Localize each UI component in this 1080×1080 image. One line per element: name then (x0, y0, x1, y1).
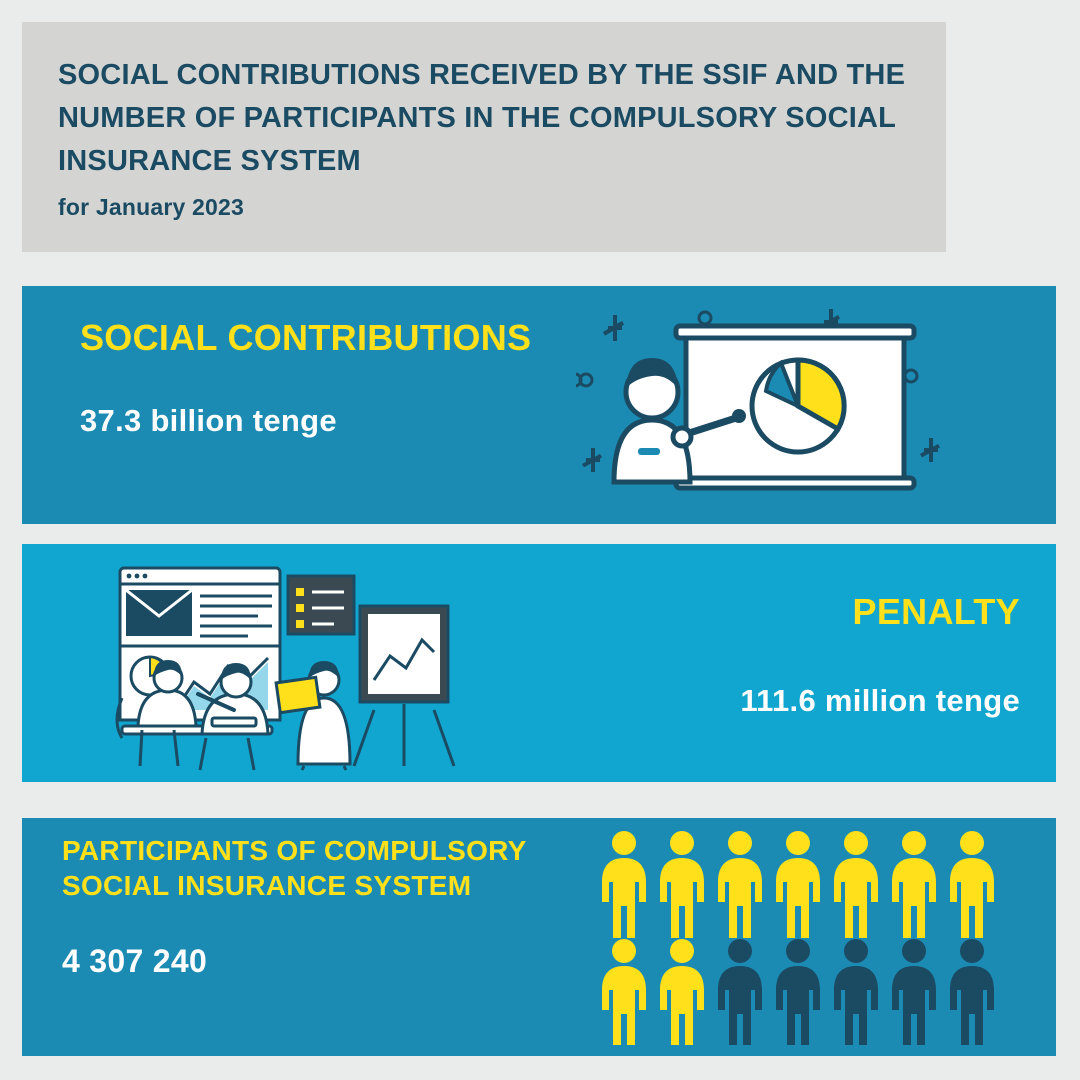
stat-label: PENALTY (852, 591, 1020, 632)
people-pictogram-icon (602, 830, 1022, 1045)
stat-card-social-contributions (22, 286, 1056, 524)
page-title: SOCIAL CONTRIBUTIONS RECEIVED BY THE SSIF AND THE NUMBER OF PARTICIPANTS IN THE COMPULSORY SOCIAL INSURANCE SYSTEM (58, 59, 906, 178)
page-subtitle: for January 2023 (58, 193, 245, 220)
stat-value: 4 307 240 (62, 943, 208, 980)
stat-text-block (62, 834, 602, 980)
team-meeting-with-charts-icon (82, 558, 482, 778)
stat-text-block (500, 590, 1020, 719)
stat-label: SOCIAL CONTRIBUTIONS (80, 317, 532, 358)
stat-card-penalty (22, 544, 1056, 782)
stat-value: 111.6 million tenge (740, 682, 1020, 718)
stat-text-block (80, 316, 560, 439)
stat-card-participants (22, 818, 1056, 1056)
header-panel (22, 22, 946, 252)
stat-value: 37.3 billion tenge (80, 402, 337, 438)
presenter-with-pie-chart-icon (576, 296, 996, 516)
stat-label: PARTICIPANTS OF COMPULSORY SOCIAL INSURANCE SYSTEM (62, 835, 527, 901)
